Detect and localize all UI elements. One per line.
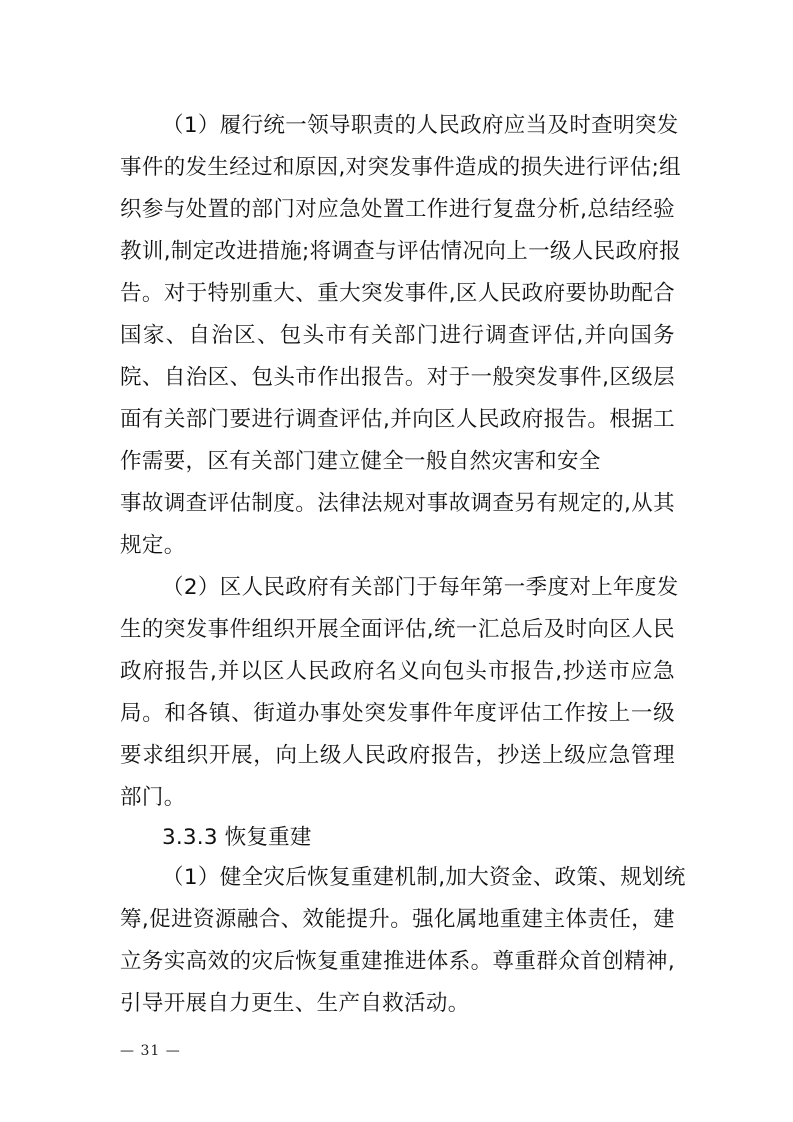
page-number: — 31 —	[120, 1043, 181, 1059]
text-line: 局。和各镇、街道办事处突发事件年度评估工作按上一级	[120, 701, 675, 726]
text-line: 事件的发生经过和原因,对突发事件造成的损失进行评估;组	[120, 155, 682, 180]
text-line: 教训,制定改进措施;将调查与评估情况向上一级人民政府报	[120, 239, 682, 264]
text-line: 告。对于特别重大、重大突发事件,区人民政府要协助配合	[120, 281, 675, 306]
text-line: 政府报告,并以区人民政府名义向包头市报告,抄送市应急	[120, 659, 675, 684]
text-line: 作需要，区有关部门建立健全一般自然灾害和安全	[120, 449, 601, 474]
text-line: 要求组织开展，向上级人民政府报告，抄送上级应急管理	[120, 743, 675, 768]
text-line: 规定。	[120, 533, 186, 558]
text-line: 事故调查评估制度。法律法规对事故调查另有规定的,从其	[120, 491, 675, 516]
text-line: 面有关部门要进行调查评估,并向区人民政府报告。根据工	[120, 407, 675, 432]
text-line: 国家、自治区、包头市有关部门进行调查评估,并向国务	[120, 323, 675, 348]
text-line: （1）健全灾后恢复重建机制,加大资金、政策、规划统	[162, 865, 686, 890]
text-line: 生的突发事件组织开展全面评估,统一汇总后及时向区人民	[120, 617, 675, 642]
section-heading: 3.3.3 恢复重建	[162, 825, 312, 850]
text-line: 立务实高效的灾后恢复重建推进体系。尊重群众首创精神,	[120, 949, 675, 974]
text-line: 部门。	[120, 785, 186, 810]
text-line: 引导开展自力更生、生产自救活动。	[120, 991, 470, 1016]
text-line: 院、自治区、包头市作出报告。对于一般突发事件,区级层	[120, 365, 675, 390]
text-line: 织参与处置的部门对应急处置工作进行复盘分析,总结经验	[120, 197, 675, 222]
text-line: （2）区人民政府有关部门于每年第一季度对上年度发	[162, 575, 679, 600]
text-line: （1）履行统一领导职责的人民政府应当及时查明突发	[162, 113, 679, 138]
text-line: 筹,促进资源融合、效能提升。强化属地重建主体责任，建	[120, 907, 675, 932]
